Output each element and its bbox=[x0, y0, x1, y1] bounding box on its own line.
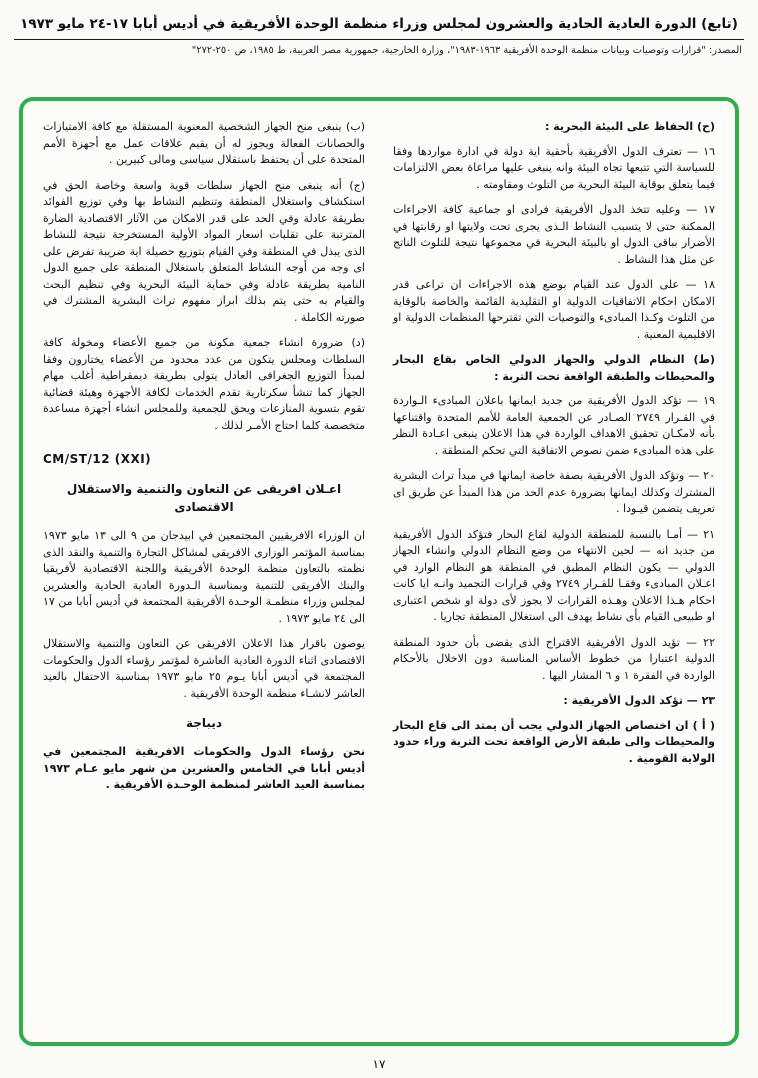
paragraph: (ب) ينبغى منح الجهاز الشخصية المعنوية المستقلة مع كافة الامتيازات والحصانات الفعالة ويجوز له أن يقيم علاقات عمل مع أجهزة الأمم المتحدة على أن يحتفظ باستقلال سياسى ومالى كبيرين . bbox=[43, 120, 365, 166]
right-column bbox=[393, 119, 715, 1024]
two-column-layout bbox=[43, 119, 715, 1024]
paragraph: ١٧ — وعليه تتخذ الدول الأفريقية فرادى او جماعية كافة الاجراءات الممكنة حتى لا يتسبب النشاط الـذى يجرى تحت ولايتها او رقابتها في الأضرار بباقى الدول او بالبيئة البحرية في مجموعها نتيجة للتلوث الناتج عن مثل هذا النشاط . bbox=[393, 203, 715, 266]
section-heading: ٢٣ — تؤكد الدول الأفريقية : bbox=[563, 694, 715, 707]
paragraph: ان الوزراء الافريقيين المجتمعين في ابيدجان من ٩ الى ١٣ مايو ١٩٧٣ بمناسبة المؤتمر الوزارى الافريقى لمشاكل التجارة والتنمية والنقد الذى نظمته بالتعاون منظمة الوحدة الأفريقية واللجنة الاقتصادية لأفريقيا والبنك الأفريقى للتنمية وبمناسبة الـدورة العادية الحادية والعشرين لمجلس وزراء منظمـة الوحـدة الأفريقية المجتمعة في أديس أبابا من ١٧ الى ٢٤ مايو ١٩٧٣ . bbox=[43, 529, 366, 625]
paragraph: يوصون باقرار هذا الاعلان الافريقى عن التعاون والتنمية والاستقلال الاقتصادى اثناء الدورة العادية العاشرة لمؤتمر رؤساء الدول والحكومات المجتمعة في أديس أبابا يـوم ٢٥ مايو ١٩٧٣ بمناسبة الاحتفال بالعيد العاشر لانشـاء منظمة الوحدة الأفريقية . bbox=[43, 637, 365, 700]
section-heading: (ط) النظام الدولي والجهاز الدولي الخاص بقاع البحار والمحيطات والطبقة الواقعة تحت التربة : bbox=[393, 353, 715, 383]
content-frame bbox=[19, 97, 739, 1046]
centered-heading: ديباجة bbox=[186, 716, 222, 730]
paragraph: ٢١ — أمـا بالنسبة للمنطقة الدولية لقاع البحار فتؤكد الدول الأفريقية من جديد انه — لحين الانتهاء من وضع النظام الدولي وانشاء الجهاز الدولي — يكون النظام المطبق في المنطقة هو النظام الوارد في اعـلان المبادىء وفقـا للقـرار ٢٧٤٩ وفي قرارات التجميد وانـه ايا كانت احكام هـذا الاعلان وهـذه القرارات لا يجوز لأى دولة او شخص اعتبارى او طبيعى القيام بأى نشاط يهدف الى استغلال المنطقة تجاريا . bbox=[393, 527, 715, 623]
paragraph: ٢٠ — وتؤكد الدول الأفريقية بصفة خاصة ايمانها في مبدأ تراث البشرية المشترك وكذلك ايمانها بضرورة عدم الحد من هذا المبدأ عن طريق اى تعريف يتضمن قيـودا . bbox=[393, 469, 715, 515]
page-number: ١٧ bbox=[372, 1057, 386, 1071]
document-title: (تابع) الدورة العادية الحادية والعشرون لمجلس وزراء منظمة الوحدة الأفريقية في أديس أبابا ١٧-٢٤ مايو ١٩٧٣ bbox=[20, 16, 738, 32]
document-reference: CM/ST/12 (XXI) bbox=[43, 452, 152, 466]
section-heading: (ح) الحفاظ على البيئة البحرية : bbox=[545, 120, 715, 133]
paragraph: ٢٢ — تؤيد الدول الأفريقية الاقتراح الذى يقضى بأن حدود المنطقة الدولية اعتبارا من خطوط الأساس المناسبة دون الاخلال بالأحكام الواردة في الفقرة ١ و ٦ المشار اليها . bbox=[393, 635, 715, 682]
header-divider bbox=[14, 39, 744, 40]
paragraph: ١٩ — تؤكد الدول الأفريقية من جديد ايمانها باعلان المبادىء الـواردة في القـرار ٢٧٤٩ الصـادر عن الجمعية العامة للأمم المتحدة واقتناعها بأنه لامكـان تحقيق الاهداف الواردة في هذا الاعلان ينبغى اعـادة النظر على هذه المبادىء ضمن نصوص الاتفاقية التي تحكم المنطقة . bbox=[393, 394, 715, 457]
source-citation: المصدر: "قرارات وتوصيات وبيانات منظمة الوحدة الأفريقية ١٩٦٣-١٩٨٣"، وزارة الخارجية، جمهورية مصر العربية، ط ١٩٨٥، ص ٢٥٠-٢٧٢" bbox=[191, 45, 742, 56]
page-header bbox=[0, 0, 758, 56]
paragraph: نحن رؤساء الدول والحكومات الافريقية المجتمعين في أديس أبابا في الخامس والعشرين من شهر مايو عـام ١٩٧٣ بمناسبة العيد العاشر لمنظمة الوحـدة الأفريقية . bbox=[43, 745, 365, 791]
paragraph: ١٨ — على الدول عند القيام بوضع هذه الاجراءات ان تراعى قدر الامكان احكام الاتفاقيات الدولية او التقليدية القائمة والخاصة بالوقاية من التلوث وكـذا المبادىء والتوصيات التي تقترحها المنظمات الدولية او الاقليمية المعنية . bbox=[393, 278, 715, 341]
paragraph: (د) ضرورة انشاء جمعية مكونة من جميع الأعضاء ومخولة كافة السلطات ومجلس يتكون من عدد محدود من الأعضاء يختارون وفقا لمبدأ التوزيع الجغرافى العادل يتولى بطريقة ديمقراطية أغلب مهام الجهاز كما تنشأ سكرتارية تقدم الخدمات لكافة الأجهزة وهيئة قضائية تقوم بتسوية المنازعات ويحق للجمعية وللمجلس انشاء أجهزة مساعدة متخصصة كلما احتاج الأمـر لذلك . bbox=[43, 336, 365, 432]
paragraph: ١٦ — تعترف الدول الأفريقية بأحقية اية دولة في ادارة مواردها وفقا للسياسة التي تتبعها تجاه البيئة وانه ينبغى عليها مراعاة بعض الالتزامات فيما يتعلق بوقاية البيئة البحرية من التلوث ومقاومته . bbox=[393, 144, 715, 191]
left-column bbox=[43, 119, 365, 1024]
paragraph: ( أ ) ان اختصاص الجهاز الدولي يجب أن يمتد الى قاع البحار والمحيطات والى طبقة الأرض الواقعة تحت التربة وراء حدود الولاية القومية . bbox=[393, 718, 715, 765]
paragraph: (ج) أنه ينبغى منح الجهاز سلطات قوية واسعة وخاصة الحق في استكشاف واستغلال المنطقة وتنظيم النشاط بها وفي توزيع الفوائد بطريقة عادلة وفي الحد على قدر الامكان من الآثار الاقتصادية الضارة المترتبة على تقلبات اسعار المواد الأولية المستخرجة نتيجة للنشاط الذى يبذل في المنطقة وفي القيام بتوزيع حصيلة اية ضريبة تفرض على اى وجه من أوجه النشاط المتعلق باستغلال المنطقة على جميع الدول النامية بطريقة عادلة وفي حماية البيئة البحرية وفي تنظيم البحث والقيام به حتى يتم بذلك ابراز مفهوم تراث البشرية المشترك في صورته الكاملة . bbox=[43, 178, 365, 324]
centered-heading: اعـلان افريقى عن التعاون والتنمية والاستقلال الاقتصادى bbox=[66, 482, 342, 514]
